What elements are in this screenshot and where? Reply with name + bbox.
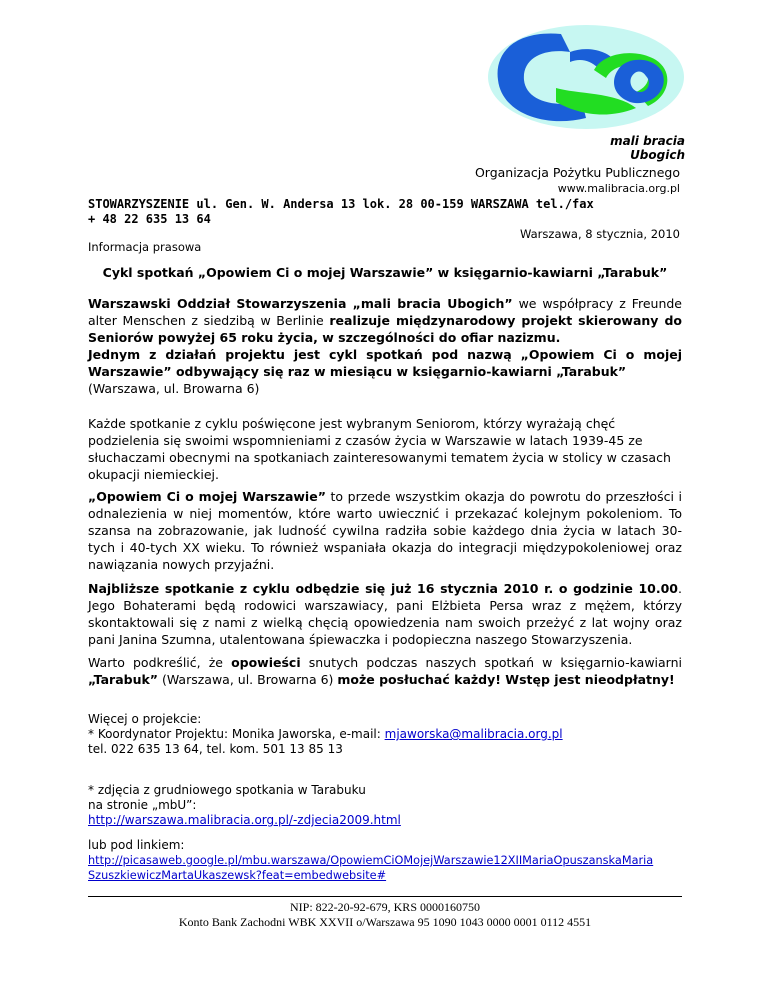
emphasis-text-3: (Warszawa, ul. Browarna 6) xyxy=(158,672,338,687)
place-date: Warszawa, 8 stycznia, 2010 xyxy=(520,227,680,241)
association-address xyxy=(88,197,688,227)
address-line-1: STOWARZYSZENIE ul. Gen. W. Andersa 13 lok. 28 00-159 WARSZAWA tel./fax xyxy=(88,197,594,211)
address-line-2: + 48 22 635 13 64 xyxy=(88,212,211,226)
photos-alt-label: lub pod linkiem: xyxy=(88,838,185,852)
photos-site-label: na stronie „mbU”: xyxy=(88,798,197,812)
organization-logo xyxy=(486,22,686,137)
contact-heading: Więcej o projekcie: xyxy=(88,712,202,726)
intro-text-1: we współpracy z Freunde alter Menschen z siedzibą w Berlinie xyxy=(88,296,682,328)
footer-divider xyxy=(88,896,682,897)
document-title: Cykl spotkań „Opowiem Ci o mojej Warszawie” w księgarnio-kawiarni „Tarabuk” xyxy=(102,265,668,280)
logo-text: mali bracia Ubogich xyxy=(610,134,685,162)
emphasis-text-1: Warto podkreślić, że xyxy=(88,655,232,670)
photos-link-2b[interactable]: SzuszkiewiczMartaUkaszewsk?feat=embedwebsite# xyxy=(88,869,387,882)
photos-link-2a[interactable]: http://picasaweb.google.pl/mbu.warszawa/OpowiemCiOMojejWarszawie12XIIMariaOpuszanskaMaria xyxy=(88,854,654,867)
paragraph-seniors: Każde spotkanie z cyklu poświęcone jest wybranym Seniorom, którzy wyrażają chęć podzielenia się swoimi wspomnieniami z czasów życia w Warszawie w latach 1939-45 ze słuchaczami obecnymi na spotkaniach zainteresowanymi tematem życia w stolicy w czasach okupacji niemieckiej. xyxy=(88,416,671,482)
photos-block xyxy=(88,783,682,883)
footer-nip: NIP: 822-20-92-679, KRS 0000160750 xyxy=(289,900,480,914)
emphasis-text-2: snutych podczas naszych spotkań w księgarnio-kawiarni xyxy=(300,655,682,670)
website-link[interactable]: www.malibracia.org.pl xyxy=(557,182,680,195)
contact-block xyxy=(88,712,682,757)
email-link[interactable]: mjaworska@malibracia.org.pl xyxy=(384,727,563,741)
intro-bold-3: Jednym z działań projektu jest cykl spotkań pod nazwą „Opowiem Ci o mojej Warszawie” odbywający się raz w miesiącu w księgarnio-kawiarni „Tarabuk” xyxy=(88,347,682,379)
intro-bold-2: realizuje międzynarodowy projekt skierowany do Seniorów powyżej 65 roku życia, w szczególności do ofiar nazizmu. xyxy=(88,313,682,345)
intro-bold-1: Warszawski Oddział Stowarzyszenia „mali bracia Ubogich” xyxy=(88,296,513,311)
next-meeting-bold: Najbliższe spotkanie z cyklu odbędzie się już 16 stycznia 2010 r. o godzinie 10.00 xyxy=(88,581,679,596)
next-meeting-text: . Jego Bohaterami będą rodowici warszawiacy, pani Elżbieta Persa wraz z mężem, którzy skontaktowali się z nami z wielką chęcią opowiedzenia nam swoich przeżyć z lat wojny oraz pani Janina Szumna, utalentowana śpiewaczka i podopieczna naszego Stowarzyszenia. xyxy=(88,581,682,647)
footer-bank: Konto Bank Zachodni WBK XXVII o/Warszawa 95 1090 1043 0000 0001 0112 4551 xyxy=(178,915,592,929)
photos-caption: * zdjęcia z grudniowego spotkania w Tarabuku xyxy=(88,783,366,797)
press-release-label: Informacja prasowa xyxy=(88,240,202,254)
paragraph-intro xyxy=(88,295,682,397)
purpose-text: to przede wszystkim okazja do powrotu do przeszłości i odnalezienia w niej momentów, które warto uwiecznić i przekazać kolejnym pokoleniom. To szansa na zobrazowanie, jak ludność cywilna radziła sobie każdego dnia życia w latach 30-tych i 40-tych XX wieku. To również wspaniała okazja do integracji międzypokoleniowej oraz nawiązania nowych przyjaźni. xyxy=(88,489,682,572)
emphasis-bold-2: „Tarabuk” xyxy=(88,672,159,687)
coordinator-label: * Koordynator Projektu: Monika Jaworska, e-mail: xyxy=(88,727,385,741)
contact-coordinator xyxy=(88,727,682,742)
footer xyxy=(88,900,682,930)
paragraph-next-meeting xyxy=(88,580,682,648)
paragraph-emphasis xyxy=(88,654,682,688)
contact-phones: tel. 022 635 13 64, tel. kom. 501 13 85 13 xyxy=(88,742,343,756)
emphasis-bold-3: może posłuchać każdy! Wstęp jest nieodpłatny! xyxy=(337,672,675,687)
photos-link-1[interactable]: http://warszawa.malibracia.org.pl/-zdjecia2009.html xyxy=(88,813,401,827)
organization-type: Organizacja Pożytku Publicznego xyxy=(474,165,680,180)
intro-text-2: (Warszawa, ul. Browarna 6) xyxy=(88,381,260,396)
purpose-bold: „Opowiem Ci o mojej Warszawie” xyxy=(88,489,326,504)
paragraph-purpose xyxy=(88,488,682,573)
emphasis-bold-1: opowieści xyxy=(231,655,301,670)
